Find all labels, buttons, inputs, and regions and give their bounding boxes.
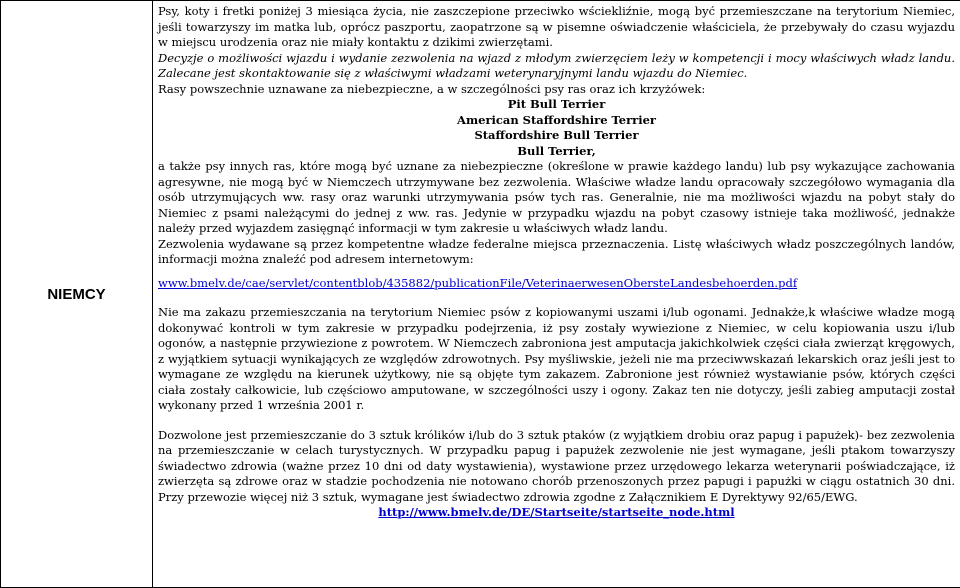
dangerous-breeds-rules: a także psy innych ras, które mogą być uznane za niebezpieczne (określone w prawie każdego landu) lub psy wykazujące zachowania agresywne, nie mogą być w Niemczech utrzymywane bez zezwolenia. Właściwe władze landu opracowały szczegółowo wymagania dla osób utrzymujących ww. rasy oraz warunki utrzymywania psów tych ras. Generalnie, nie ma możliwości wjazdu na pobyt stały do Niemiec z psami należącymi do jednej z ww. ras. Jedynie w przypadku wjazdu na pobyt czasowy istnieje taka możliwość, jednakże należy przed wyjazdem zasięgnąć informacji w tym zakresie u właściwych władz landu. (158, 159, 955, 237)
young-animals-paragraph: Psy, koty i fretki poniżej 3 miesiąca życia, nie zaszczepione przeciwko wściekliźnie, mogą być przemieszczane na terytorium Niemiec, jeśli towarzyszy im matka lub, oprócz paszportu, zaopatrzone są w pisemne oświadczenie właściciela, że przebywały do czasu wyjazdu w miejscu urodzenia oraz nie miały kontaktu z dzikimi zwierzętami. (158, 4, 955, 51)
cropping-paragraph: Nie ma zakazu przemieszczania na terytorium Niemiec psów z kopiowanymi uszami i/lub ogonami. Jednakże,k właściwe władze mogą dokonywać kontroli w tym zakresie w przypadku podejrzenia, iż psy zostały wywiezione z Niemiec, w celu kopiowania uszu i/lub ogonów, a następnie przywiezione z powrotem. W Niemczech zabroniona jest amputacja jakichkolwiek części ciała zwierząt kręgowych, z wyjątkiem sytuacji wynikających ze względów zdrowotnych. Psy myśliwskie, jeżeli nie ma przeciwwskazań lekarskich oraz jeśli jest to wymagane ze względu na kierunek użytkowy, nie są objęte tym zakazem. Zabronione jest również wystawianie psów, których części ciała zostały całkowicie, lub częściowo amputowane, w szczególności uszy i ogony. Zakaz ten nie dotyczy, jeśli zabieg amputacji został wykonany przed 1 września 2001 r. (158, 305, 955, 414)
breed-staffordshire-bull: Staffordshire Bull Terrier (158, 128, 955, 144)
authorities-link[interactable]: www.bmelv.de/cae/servlet/contentblob/435882/publicationFile/VeterinaerwesenObersteLandesbehoerden.pdf (158, 276, 797, 290)
young-animals-note: Decyzje o możliwości wjazdu i wydanie zezwolenia na wjazd z młodym zwierzęciem leży w kompetencji i mocy właściwych władz landu. Zalecane jest skontaktowanie się z właściwymi władzami weterynaryjnymi landu wjazdu do Niemiec. (158, 51, 955, 82)
breed-pit-bull: Pit Bull Terrier (158, 97, 955, 113)
authorities-link-line (158, 276, 955, 292)
rabbits-birds-paragraph: Dozwolone jest przemieszczanie do 3 sztuk królików i/lub do 3 sztuk ptaków (z wyjątkiem drobiu oraz papug i papużek)- bez zezwolenia na przemieszczanie w celach turystycznych. W przypadku papug i papużek zezwolenie nie jest wymagane, jeśli ptakom towarzyszy świadectwo zdrowia (ważne przez 10 dni od daty wystawienia), wystawione przez urzędowego lekarza weterynarii poświadczające, iż zwierzęta są zdrowe oraz w stadzie pochodzenia nie notowano chorób przenoszonych przez papugi i papużki w ciągu ostatnich 30 dni. Przy przewozie więcej niż 3 sztuk, wymagane jest świadectwo zdrowia zgodne z Załącznikiem E Dyrektywy 92/65/EWG. (158, 428, 955, 506)
bmelv-link-line (158, 505, 955, 521)
content-cell (153, 1, 960, 588)
permits-paragraph: Zezwolenia wydawane są przez kompetentne władze federalne miejsca przeznaczenia. Listę właściwych władz poszczególnych landów, informacji można znaleźć pod adresem internetowym: (158, 237, 955, 268)
spacer (158, 414, 955, 428)
dangerous-breeds-intro: Rasy powszechnie uznawane za niebezpieczne, a w szczególności psy ras oraz ich krzyżówek: (158, 82, 955, 98)
bmelv-link[interactable]: http://www.bmelv.de/DE/Startseite/startseite_node.html (378, 505, 734, 519)
breed-bull-terrier: Bull Terrier, (158, 144, 955, 160)
spacer (158, 291, 955, 305)
spacer (158, 268, 955, 276)
country-cell (1, 1, 153, 588)
table-row (1, 1, 960, 588)
breed-american-staffordshire: American Staffordshire Terrier (158, 113, 955, 129)
country-label: NIEMCY (47, 286, 105, 303)
